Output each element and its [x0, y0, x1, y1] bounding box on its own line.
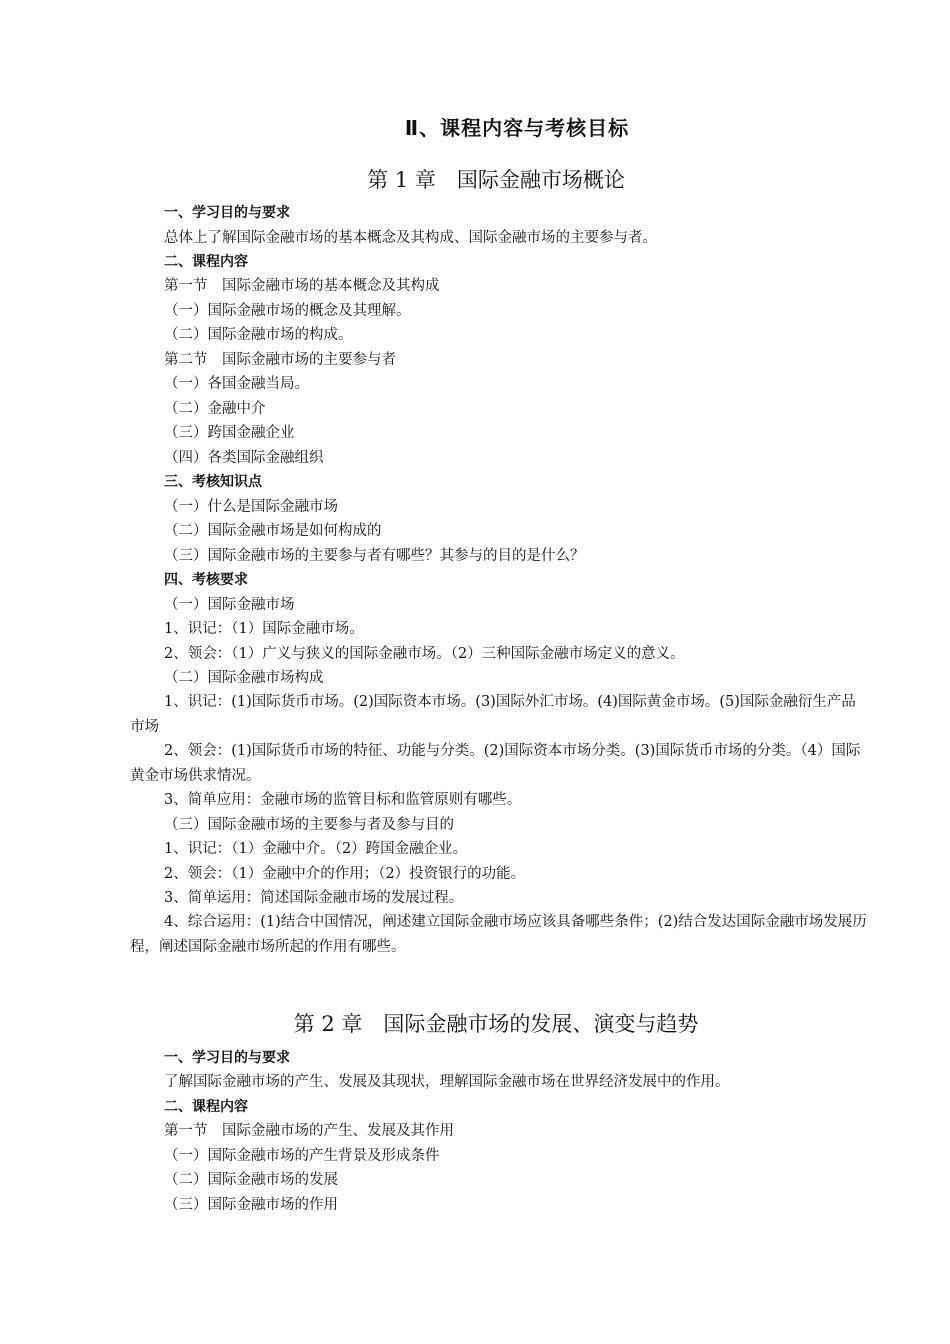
- section-heading: 一、学习目的与要求: [164, 1050, 290, 1066]
- body-line: 1、识记：（1）国际金融市场。: [164, 621, 364, 637]
- body-line: （三）国际金融市场的主要参与者及参与目的: [164, 817, 454, 833]
- body-paragraph: 4、综合运用：(1)结合中国情况，阐述建立国际金融市场应该具备哪些条件；(2)结合发达国际金融市场发展历程，阐述国际金融市场所起的作用有哪些。: [130, 914, 867, 955]
- body-paragraph: 2、领会：(1)国际货币市场的特征、功能与分类。(2)国际资本市场分类。(3)国际货币市场的分类。（4）国际黄金市场供求情况。: [130, 743, 861, 784]
- body-line: 第二节 国际金融市场的主要参与者: [164, 352, 396, 368]
- section-heading: 三、考核知识点: [164, 474, 262, 490]
- body-line: 第一节 国际金融市场的基本概念及其构成: [164, 278, 440, 294]
- body-line: （二）国际金融市场的发展: [164, 1172, 338, 1188]
- body-line: （一）什么是国际金融市场: [164, 499, 338, 515]
- body-line: （三）跨国金融企业: [164, 425, 295, 441]
- body-line: （一）国际金融市场的概念及其理解。: [164, 303, 411, 319]
- body-line: 总体上了解国际金融市场的基本概念及其构成、国际金融市场的主要参与者。: [164, 230, 657, 246]
- body-line: 第一节 国际金融市场的产生、发展及其作用: [164, 1123, 454, 1139]
- body-line: （三）国际金融市场的主要参与者有哪些？其参与的目的是什么？: [164, 548, 585, 564]
- body-line: （二）国际金融市场构成: [164, 670, 324, 686]
- section-heading: 四、考核要求: [164, 572, 248, 588]
- body-line: 1、识记：（1）金融中介。（2）跨国金融企业。: [164, 841, 468, 857]
- body-line: （一）国际金融市场: [164, 597, 295, 613]
- body-line: （一）国际金融市场的产生背景及形成条件: [164, 1148, 440, 1164]
- part-title: Ⅱ、课程内容与考核目标: [404, 116, 630, 140]
- body-line: 3、简单运用：简述国际金融市场的发展过程。: [164, 890, 464, 906]
- body-line: 2、领会：（1）广义与狭义的国际金融市场。（2）三种国际金融市场定义的意义。: [164, 646, 685, 662]
- body-paragraph: 1、识记：(1)国际货币市场。(2)国际资本市场。(3)国际外汇市场。(4)国际黄金市场。(5)国际金融衍生产品市场: [130, 694, 856, 735]
- body-line: 2、领会：（1）金融中介的作用；（2）投资银行的功能。: [164, 866, 526, 882]
- chapter-1-title: 第 1 章 国际金融市场概论: [367, 168, 625, 192]
- section-heading: 二、课程内容: [164, 254, 248, 270]
- section-heading: 一、学习目的与要求: [164, 205, 290, 221]
- body-line: （三）国际金融市场的作用: [164, 1197, 338, 1213]
- body-line: （二）国际金融市场是如何构成的: [164, 523, 382, 539]
- body-line: （二）金融中介: [164, 401, 266, 417]
- chapter-2-title: 第 2 章 国际金融市场的发展、演变与趋势: [293, 1012, 699, 1036]
- body-line: 了解国际金融市场的产生、发展及其现状，理解国际金融市场在世界经济发展中的作用。: [164, 1074, 730, 1090]
- body-line: （二）国际金融市场的构成。: [164, 327, 353, 343]
- body-line: （一）各国金融当局。: [164, 376, 309, 392]
- section-heading: 二、课程内容: [164, 1099, 248, 1115]
- body-line: 3、简单应用：金融市场的监管目标和监管原则有哪些。: [164, 792, 522, 808]
- body-line: （四）各类国际金融组织: [164, 450, 324, 466]
